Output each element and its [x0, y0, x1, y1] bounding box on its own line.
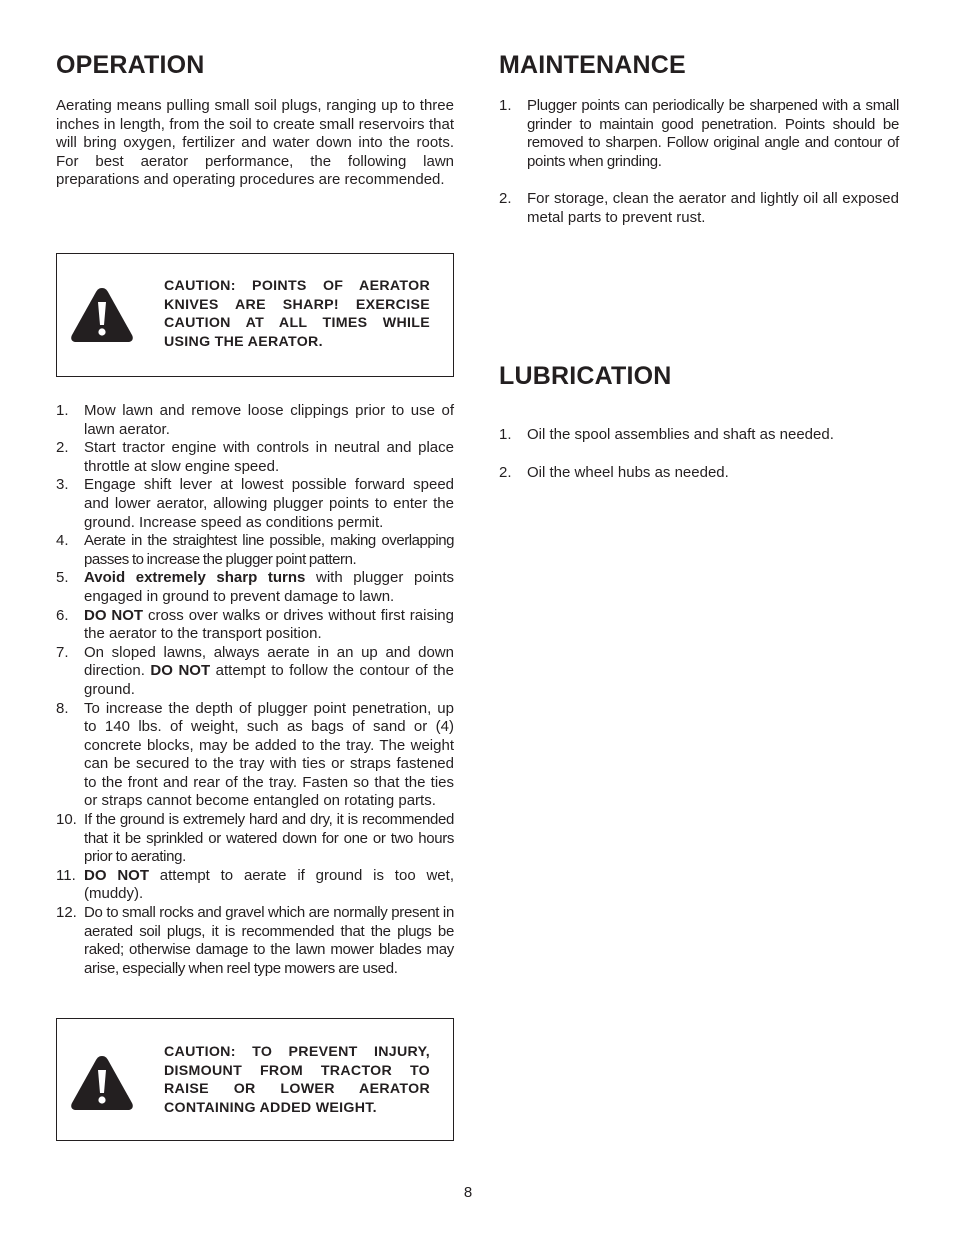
lubrication-list — [499, 426, 899, 482]
list-item: 10. If the ground is extremely hard and dry, it is recommended that it be sprinkled or watered down for one or two hours prior to aerating. — [56, 811, 454, 866]
list-item: 11. DO NOT attempt to aerate if ground is too wet, (muddy). — [56, 866, 454, 903]
caution-text: CAUTION: POINTS OF AERATOR KNIVES ARE SHARP! EXERCISE CAUTION AT ALL TIMES WHILE USING THE AERATOR. — [164, 278, 430, 350]
exclamation-warning-icon — [69, 1053, 135, 1113]
operation-steps — [56, 402, 454, 978]
operation-heading: OPERATION — [56, 51, 205, 79]
caution-text: CAUTION: TO PREVENT INJURY, DISMOUNT FROM TRACTOR TO RAISE OR LOWER AERATOR CONTAINING ADDED WEIGHT. — [164, 1044, 430, 1116]
page-number: 8 — [463, 1184, 473, 1201]
list-item: 1. Oil the spool assemblies and shaft as needed. — [499, 426, 834, 443]
list-item: 5. Avoid extremely sharp turns with plugger points engaged in ground to prevent damage to lawn. — [56, 569, 455, 605]
caution-box-added-weight — [56, 1018, 454, 1141]
list-item: 2. Start tractor engine with controls in neutral and place throttle at slow engine speed. — [56, 439, 454, 475]
list-item: 6. DO NOT cross over walks or drives without first raising the aerator to the transport position. — [56, 606, 454, 643]
list-item: 3. Engage shift lever at lowest possible forward speed and lower aerator, allowing plugger points to enter the ground. Increase speed as conditions permit. — [56, 476, 454, 531]
list-item: 1. Mow lawn and remove loose clippings prior to use of lawn aerator. — [56, 402, 454, 438]
operation-section — [56, 50, 454, 190]
right-column — [499, 50, 899, 481]
maintenance-list — [499, 97, 899, 227]
list-item: 2. Oil the wheel hubs as needed. — [499, 463, 729, 481]
list-item: 1. Plugger points can periodically be sharpened with a small grinder to maintain good penetration. Points should be removed to sharpen. Follow original angle and contour of points when grinding. — [499, 97, 899, 170]
maintenance-heading: MAINTENANCE — [499, 51, 686, 79]
exclamation-warning-icon — [69, 285, 135, 345]
list-item: 12. Do to small rocks and gravel which are normally present in aerated soil plugs, it is recommended that the plugs be raked; otherwise damage to the lawn mower blades may arise, especially when reel type mowers are used. — [56, 904, 454, 977]
list-item: 7. On sloped lawns, always aerate in an up and down direction. DO NOT attempt to follow the contour of the ground. — [56, 643, 454, 698]
caution-box-sharp-points — [56, 253, 454, 377]
list-item: 2. For storage, clean the aerator and lightly oil all exposed metal parts to prevent rust. — [499, 189, 899, 226]
list-item: 8. To increase the depth of plugger point penetration, up to 140 lbs. of weight, such as bags of sand or (4) concrete blocks, may be added to the tray. The weight can be secured to the tray with ties or straps fastened to the front and rear of the tray. Fasten so that the ties or straps cannot become entangled on rotating parts. — [56, 699, 454, 810]
list-item: 4. Aerate in the straightest line possible, making overlapping passes to increase the plugger point pattern. — [56, 532, 454, 568]
operation-intro: Aerating means pulling small soil plugs, ranging up to three inches in length, from the soil to create small reservoirs that will bring oxygen, fertilizer and water down into the roots. For best aerator performance, the following lawn preparations and operating procedures are recommended. — [56, 97, 454, 189]
lubrication-heading: LUBRICATION — [499, 362, 672, 390]
